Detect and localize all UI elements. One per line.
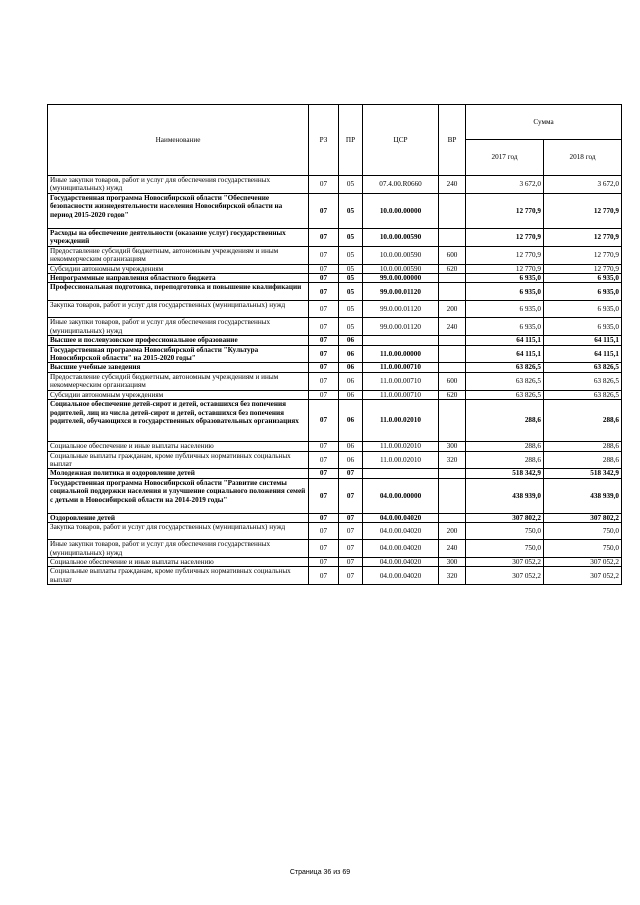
row-rz: 07 — [309, 193, 339, 228]
row-csr — [363, 336, 439, 345]
row-sum-2017: 6 935,0 — [466, 318, 544, 336]
row-vr — [439, 513, 466, 522]
row-sum-2018: 750,0 — [544, 523, 622, 540]
row-sum-2017: 750,0 — [466, 540, 544, 558]
row-sum-2018: 6 935,0 — [544, 283, 622, 301]
row-rz: 07 — [309, 513, 339, 522]
row-csr: 04.0.00.04020 — [363, 523, 439, 540]
row-rz: 07 — [309, 345, 339, 363]
row-csr: 04.0.00.04020 — [363, 557, 439, 566]
table-row — [48, 228, 622, 246]
row-pr: 05 — [339, 318, 363, 336]
table-row — [48, 176, 622, 194]
table-row — [48, 540, 622, 558]
row-vr: 300 — [439, 442, 466, 451]
row-sum-2018: 307 052,2 — [544, 557, 622, 566]
row-vr — [439, 400, 466, 442]
table-body — [48, 176, 622, 585]
row-csr: 07.4.00.R0660 — [363, 176, 439, 194]
row-name: Субсидии автономным учреждениям — [48, 390, 309, 399]
row-name: Закупка товаров, работ и услуг для государственных (муниципальных) нужд — [48, 301, 309, 318]
row-name: Иные закупки товаров, работ и услуг для обеспечения государственных (муниципальных) нужд — [48, 318, 309, 336]
row-name: Государственная программа Новосибирской области "Развитие системы социальной поддержки населения и улучшение социального положения семей с детьми в Новосибирской области на 2014-2019 годы" — [48, 478, 309, 513]
row-rz: 07 — [309, 228, 339, 246]
row-name: Расходы на обеспечение деятельности (оказание услуг) государственных учреждений — [48, 228, 309, 246]
row-name: Социальное обеспечение и иные выплаты населению — [48, 557, 309, 566]
row-sum-2018: 288,6 — [544, 451, 622, 469]
row-sum-2017: 6 935,0 — [466, 301, 544, 318]
row-vr — [439, 193, 466, 228]
row-vr: 600 — [439, 372, 466, 390]
row-vr: 200 — [439, 301, 466, 318]
row-name: Социальные выплаты гражданам, кроме публичных нормативных социальных выплат — [48, 567, 309, 585]
row-vr: 240 — [439, 176, 466, 194]
row-sum-2017: 438 939,0 — [466, 478, 544, 513]
table-row — [48, 345, 622, 363]
table-row — [48, 557, 622, 566]
row-pr: 05 — [339, 283, 363, 301]
row-rz: 07 — [309, 274, 339, 283]
row-name: Предоставление субсидий бюджетным, автономным учреждениям и иным некоммерческим организациям — [48, 246, 309, 264]
row-csr: 04.0.00.04020 — [363, 567, 439, 585]
row-csr: 11.0.00.00710 — [363, 372, 439, 390]
row-vr: 620 — [439, 264, 466, 273]
row-pr: 06 — [339, 336, 363, 345]
row-name: Оздоровление детей — [48, 513, 309, 522]
row-sum-2017: 64 115,1 — [466, 345, 544, 363]
table-row — [48, 442, 622, 451]
row-sum-2017: 63 826,5 — [466, 372, 544, 390]
row-pr: 07 — [339, 540, 363, 558]
row-name: Высшее и послевузовское профессиональное образование — [48, 336, 309, 345]
row-rz: 07 — [309, 400, 339, 442]
row-vr — [439, 336, 466, 345]
row-csr: 10.0.00.00000 — [363, 193, 439, 228]
row-pr: 07 — [339, 567, 363, 585]
row-sum-2018: 64 115,1 — [544, 336, 622, 345]
row-vr — [439, 283, 466, 301]
table-row — [48, 283, 622, 301]
row-rz: 07 — [309, 301, 339, 318]
row-sum-2018: 288,6 — [544, 442, 622, 451]
row-sum-2018: 12 770,9 — [544, 264, 622, 273]
row-csr: 99.0.00.01120 — [363, 301, 439, 318]
row-name: Субсидии автономным учреждениям — [48, 264, 309, 273]
row-pr: 07 — [339, 478, 363, 513]
row-sum-2018: 12 770,9 — [544, 246, 622, 264]
header-sum: Сумма — [466, 105, 622, 140]
row-csr: 11.0.00.00000 — [363, 345, 439, 363]
table-row — [48, 451, 622, 469]
row-pr: 07 — [339, 523, 363, 540]
row-sum-2018: 307 802,2 — [544, 513, 622, 522]
row-rz: 07 — [309, 390, 339, 399]
row-name: Профессиональная подготовка, переподготовка и повышение квалификации — [48, 283, 309, 301]
row-sum-2017: 12 770,9 — [466, 264, 544, 273]
row-sum-2017: 64 115,1 — [466, 336, 544, 345]
row-rz: 07 — [309, 264, 339, 273]
row-vr — [439, 274, 466, 283]
row-sum-2018: 6 935,0 — [544, 274, 622, 283]
header-name: Наименование — [48, 105, 309, 176]
table-row — [48, 318, 622, 336]
row-sum-2018: 63 826,5 — [544, 363, 622, 372]
row-rz: 07 — [309, 372, 339, 390]
row-csr: 99.0.00.00000 — [363, 274, 439, 283]
row-pr: 06 — [339, 451, 363, 469]
row-pr: 05 — [339, 274, 363, 283]
row-rz: 07 — [309, 283, 339, 301]
row-pr: 07 — [339, 557, 363, 566]
row-pr: 05 — [339, 264, 363, 273]
table-row — [48, 363, 622, 372]
row-rz: 07 — [309, 451, 339, 469]
row-pr: 06 — [339, 363, 363, 372]
row-sum-2018: 63 826,5 — [544, 372, 622, 390]
row-pr: 05 — [339, 228, 363, 246]
row-sum-2017: 12 770,9 — [466, 228, 544, 246]
row-sum-2018: 518 342,9 — [544, 469, 622, 478]
row-sum-2018: 12 770,9 — [544, 193, 622, 228]
row-vr: 200 — [439, 523, 466, 540]
row-sum-2017: 6 935,0 — [466, 283, 544, 301]
row-vr: 240 — [439, 540, 466, 558]
row-pr: 05 — [339, 193, 363, 228]
row-name: Государственная программа Новосибирской области "Культура Новосибирской области" на 2015-2020 годы" — [48, 345, 309, 363]
row-pr: 06 — [339, 372, 363, 390]
row-rz: 07 — [309, 318, 339, 336]
row-name: Социальное обеспечение и иные выплаты населению — [48, 442, 309, 451]
row-rz: 07 — [309, 363, 339, 372]
table-row — [48, 372, 622, 390]
row-vr — [439, 363, 466, 372]
table-row — [48, 567, 622, 585]
row-pr: 05 — [339, 301, 363, 318]
row-pr: 06 — [339, 400, 363, 442]
row-sum-2018: 12 770,9 — [544, 228, 622, 246]
row-rz: 07 — [309, 478, 339, 513]
table-row — [48, 523, 622, 540]
header-2017: 2017 год — [466, 140, 544, 176]
row-sum-2018: 6 935,0 — [544, 301, 622, 318]
row-sum-2017: 63 826,5 — [466, 390, 544, 399]
row-rz: 07 — [309, 557, 339, 566]
row-pr: 06 — [339, 442, 363, 451]
row-vr: 300 — [439, 557, 466, 566]
row-csr: 04.0.00.04020 — [363, 513, 439, 522]
row-sum-2017: 307 052,2 — [466, 557, 544, 566]
row-name: Социальные выплаты гражданам, кроме публичных нормативных социальных выплат — [48, 451, 309, 469]
row-sum-2017: 12 770,9 — [466, 193, 544, 228]
row-vr — [439, 345, 466, 363]
table-row — [48, 274, 622, 283]
row-rz: 07 — [309, 540, 339, 558]
row-sum-2018: 288,6 — [544, 400, 622, 442]
table-row — [48, 390, 622, 399]
row-name: Социальное обеспечение детей-сирот и детей, оставшихся без попечения родителей, лиц из числа детей-сирот и детей, оставшихся без попечения родителей, обучающихся в государственных образовательных организациях — [48, 400, 309, 442]
row-name: Высшие учебные заведения — [48, 363, 309, 372]
row-csr: 10.0.00.00590 — [363, 264, 439, 273]
row-sum-2018: 3 672,0 — [544, 176, 622, 194]
row-sum-2018: 64 115,1 — [544, 345, 622, 363]
budget-table — [47, 104, 622, 585]
row-sum-2017: 518 342,9 — [466, 469, 544, 478]
row-vr — [439, 469, 466, 478]
table-row — [48, 193, 622, 228]
table-row — [48, 246, 622, 264]
row-vr: 620 — [439, 390, 466, 399]
header-csr: ЦСР — [363, 105, 439, 176]
table-row — [48, 301, 622, 318]
row-csr: 11.0.00.02010 — [363, 442, 439, 451]
row-sum-2017: 288,6 — [466, 442, 544, 451]
table-row — [48, 469, 622, 478]
row-sum-2018: 63 826,5 — [544, 390, 622, 399]
table-row — [48, 336, 622, 345]
row-vr — [439, 478, 466, 513]
row-csr: 04.0.00.04020 — [363, 540, 439, 558]
row-name: Государственная программа Новосибирской области "Обеспечение безопасности жизнедеятельности населения Новосибирской области на период 2015-2020 годов" — [48, 193, 309, 228]
row-rz: 07 — [309, 176, 339, 194]
row-name: Предоставление субсидий бюджетным, автономным учреждениям и иным некоммерческим организациям — [48, 372, 309, 390]
row-pr: 07 — [339, 469, 363, 478]
row-csr: 11.0.00.00710 — [363, 363, 439, 372]
header-vr: ВР — [439, 105, 466, 176]
row-sum-2017: 288,6 — [466, 400, 544, 442]
row-csr: 11.0.00.02010 — [363, 400, 439, 442]
row-sum-2017: 3 672,0 — [466, 176, 544, 194]
row-csr: 99.0.00.01120 — [363, 318, 439, 336]
row-rz: 07 — [309, 246, 339, 264]
row-vr: 240 — [439, 318, 466, 336]
table-row — [48, 478, 622, 513]
row-name: Иные закупки товаров, работ и услуг для обеспечения государственных (муниципальных) нужд — [48, 176, 309, 194]
row-pr: 06 — [339, 345, 363, 363]
row-csr: 11.0.00.02010 — [363, 451, 439, 469]
row-pr: 07 — [339, 513, 363, 522]
row-vr — [439, 228, 466, 246]
page-number: Страница 36 из 69 — [289, 869, 351, 876]
row-vr: 320 — [439, 451, 466, 469]
row-sum-2018: 438 939,0 — [544, 478, 622, 513]
row-name: Молодежная политика и оздоровление детей — [48, 469, 309, 478]
row-rz: 07 — [309, 469, 339, 478]
row-pr: 06 — [339, 390, 363, 399]
row-sum-2017: 307 802,2 — [466, 513, 544, 522]
header-pr: ПР — [339, 105, 363, 176]
row-vr: 600 — [439, 246, 466, 264]
row-rz: 07 — [309, 336, 339, 345]
row-name: Закупка товаров, работ и услуг для государственных (муниципальных) нужд — [48, 523, 309, 540]
row-rz: 07 — [309, 523, 339, 540]
row-sum-2017: 307 052,2 — [466, 567, 544, 585]
row-vr: 320 — [439, 567, 466, 585]
row-sum-2017: 288,6 — [466, 451, 544, 469]
table-row — [48, 400, 622, 442]
row-rz: 07 — [309, 567, 339, 585]
row-name: Иные закупки товаров, работ и услуг для обеспечения государственных (муниципальных) нужд — [48, 540, 309, 558]
table-row — [48, 264, 622, 273]
row-sum-2017: 750,0 — [466, 523, 544, 540]
row-sum-2017: 12 770,9 — [466, 246, 544, 264]
row-sum-2017: 6 935,0 — [466, 274, 544, 283]
header-2018: 2018 год — [544, 140, 622, 176]
row-sum-2018: 307 052,2 — [544, 567, 622, 585]
table-row — [48, 513, 622, 522]
row-pr: 05 — [339, 246, 363, 264]
row-csr: 04.0.00.00000 — [363, 478, 439, 513]
row-sum-2018: 750,0 — [544, 540, 622, 558]
row-rz: 07 — [309, 442, 339, 451]
row-csr: 99.0.00.01120 — [363, 283, 439, 301]
row-csr — [363, 469, 439, 478]
row-sum-2017: 63 826,5 — [466, 363, 544, 372]
row-csr: 10.0.00.00590 — [363, 246, 439, 264]
row-sum-2018: 6 935,0 — [544, 318, 622, 336]
row-csr: 10.0.00.00590 — [363, 228, 439, 246]
row-pr: 05 — [339, 176, 363, 194]
row-csr: 11.0.00.00710 — [363, 390, 439, 399]
header-rz: РЗ — [309, 105, 339, 176]
row-name: Непрограммные направления областного бюджета — [48, 274, 309, 283]
